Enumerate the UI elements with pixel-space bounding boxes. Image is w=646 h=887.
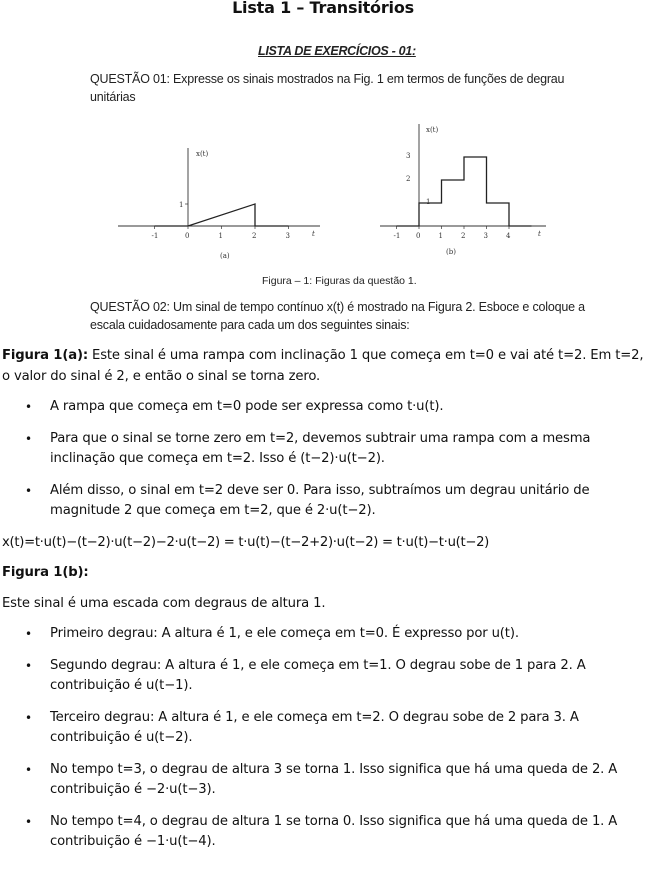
plot-b-signal-curve [397, 157, 532, 226]
question-2-text: QUESTÃO 02: Um sinal de tempo contínuo x(t) é mostrado na Figura 2. Esboce e coloque a escala cuidadosamente para cada um dos seguintes sinais: [90, 300, 585, 332]
fig1b-label-text: Figura 1(b): [2, 565, 89, 580]
plot-b-y-tick-2: 2 [406, 175, 411, 183]
plot-b-x-label: t [538, 230, 541, 238]
x-tick-label: 0 [185, 232, 190, 240]
x-tick-label: 0 [416, 232, 421, 240]
signal-line [397, 157, 532, 226]
x-tick-label: 3 [285, 232, 290, 240]
list-item: • Terceiro degrau: A altura é 1, e ele começa em t=2. O degrau sobe de 2 para 3. A contribuição é u(t−2). [0, 708, 646, 749]
fig1b-intro: Este sinal é uma escada com degraus de altura 1. [2, 595, 326, 611]
plot-a [118, 148, 320, 260]
scanned-exercise-image [88, 40, 608, 340]
fig1a-intro: Este sinal é uma rampa com inclinação 1 que começa em t=0 e vai até t=2. Em t=2, o valor do sinal é 2, e então o sinal se torna zero. [2, 348, 644, 384]
x-tick-label: 1 [438, 232, 443, 240]
list-item: • No tempo t=3, o degrau de altura 3 se torna 1. Isso significa que há uma queda de 2. A contribuição é −2·u(t−3). [0, 760, 646, 801]
list-item: • No tempo t=4, o degrau de altura 1 se torna 0. Isso significa que há uma queda de 1. A contribuição é −1·u(t−4). [0, 812, 646, 853]
fig1b-bullet-list [0, 624, 646, 853]
plot-b-y-label: x(t) [426, 126, 439, 134]
plot-a-y-tick-label: 1 [179, 201, 184, 209]
answer-section [0, 346, 646, 853]
list-item: • A rampa que começa em t=0 pode ser expressa como t·u(t). [0, 397, 646, 418]
x-tick-label: -1 [393, 232, 401, 240]
plot-a-signal-curve [155, 204, 289, 226]
fig1a-bullet-list [0, 397, 646, 522]
plot-b-y-tick-1: 1 [426, 198, 431, 206]
x-tick-label: 2 [252, 232, 257, 240]
x-tick-label: 4 [506, 232, 511, 240]
x-tick-label: -1 [151, 232, 159, 240]
fig1a-label: Figura 1(a): [2, 348, 88, 363]
fig1a-equation: x(t)=t·u(t)−(t−2)·u(t−2)−2·u(t−2) = t·u(t)−(t−2+2)·u(t−2) = t·u(t)−t·u(t−2) [2, 534, 490, 550]
x-tick-label: 1 [218, 232, 223, 240]
x-tick-label: 3 [483, 232, 488, 240]
x-tick-label: 2 [461, 232, 466, 240]
plot-a-x-ticks [152, 226, 290, 240]
page-title: Lista 1 – Transitórios [232, 0, 414, 17]
list-item: • Segundo degrau: A altura é 1, e ele começa em t=1. O degrau sobe de 1 para 2. A contribuição é u(t−1). [0, 656, 646, 697]
fig1a-paragraph [0, 346, 646, 387]
exercise-list-heading: LISTA DE EXERCÍCIOS - 01: [258, 44, 416, 58]
list-item: • Primeiro degrau: A altura é 1, e ele começa em t=0. É expresso por u(t). [0, 624, 646, 645]
figure-caption: Figura – 1: Figuras da questão 1. [262, 275, 417, 287]
plot-a-x-label: t [312, 230, 315, 238]
figure-1-plots [88, 40, 608, 300]
list-item: • Para que o sinal se torne zero em t=2, devemos subtrair uma rampa com a mesma inclinação que começa em t=2. Isso é (t−2)·u(t−2). [0, 429, 646, 470]
plot-b-y-tick-3: 3 [406, 152, 411, 160]
list-item: • Além disso, o sinal em t=2 deve ser 0. Para isso, subtraímos um degrau unitário de magnitude 2 que começa em t=2, que é 2·u(t−2). [0, 481, 646, 522]
plot-b-x-ticks [394, 226, 512, 240]
plot-a-sublabel: (a) [220, 252, 230, 260]
fig1b-label [0, 563, 646, 584]
plot-a-y-label: x(t) [196, 150, 209, 158]
plot-b [380, 124, 546, 256]
question-1-text: QUESTÃO 01: Expresse os sinais mostrados na Fig. 1 em termos de funções de degrau unitárias [90, 72, 565, 104]
signal-line [155, 204, 289, 226]
plot-b-sublabel: (b) [446, 248, 456, 256]
